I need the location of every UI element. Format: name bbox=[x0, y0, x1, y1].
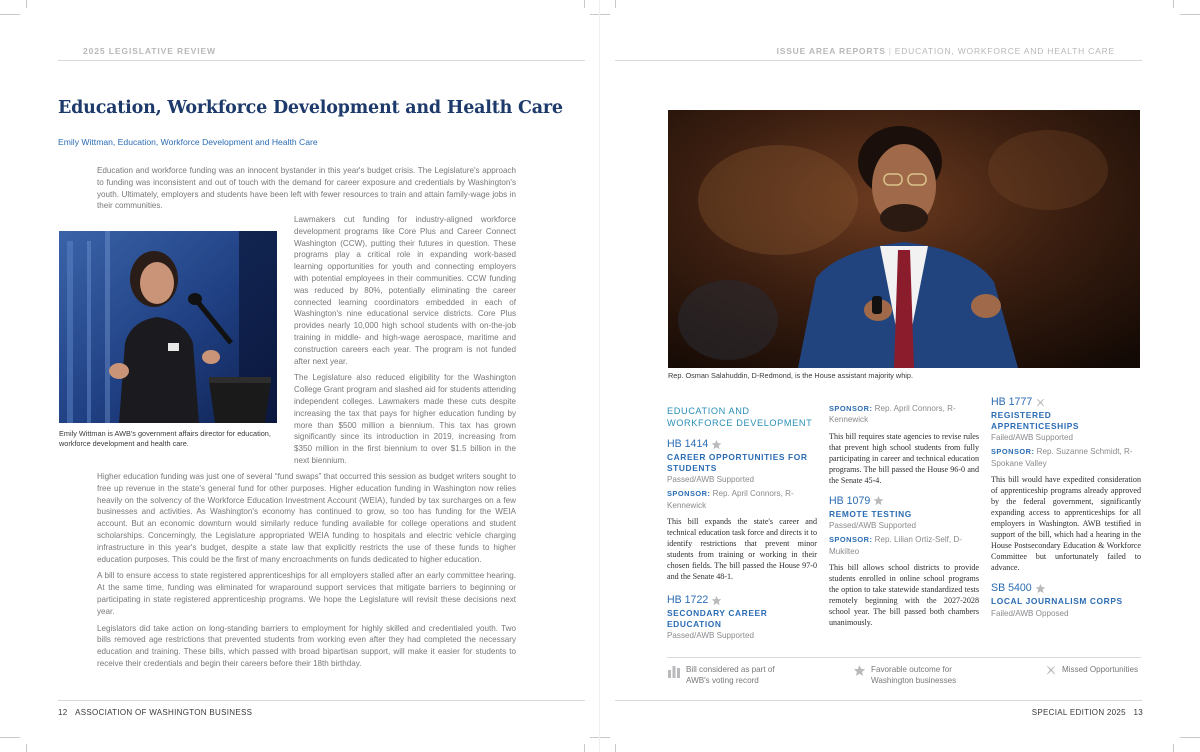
legend-missed-text: Missed Opportunities bbox=[1062, 665, 1139, 674]
sponsor-name: Rep. Lilian Ortiz-Self, D-Mukilteo bbox=[829, 535, 962, 556]
star-icon bbox=[711, 595, 722, 606]
bills-column-3 bbox=[991, 396, 1141, 619]
bill-hb1722-name: SECONDARY CAREER EDUCATION bbox=[667, 608, 768, 629]
legend-rule bbox=[667, 657, 1141, 658]
speaker-photo-illustration bbox=[59, 231, 277, 423]
sponsor-label: SPONSOR: bbox=[991, 447, 1035, 457]
bill-hb1414-description: This bill expands the state's career and technical education task force and directs it to identify restrictions that prevent minor students from training or working in their chosen fields. The bill passed the House 97-0 and the Senate 48-1. bbox=[667, 517, 817, 581]
bill-hb1777-status: Failed/AWB Supported bbox=[991, 433, 1074, 443]
crop-mark bbox=[584, 0, 585, 8]
running-header-left: 2025 LEGISLATIVE REVIEW bbox=[83, 46, 216, 56]
crop-mark bbox=[1173, 0, 1174, 8]
footer-rule-left bbox=[58, 700, 585, 701]
crop-mark bbox=[590, 14, 610, 15]
crop-mark bbox=[1180, 737, 1200, 738]
bill-number: SB 5400 bbox=[991, 582, 1032, 594]
intro-paragraph: Education and workforce funding was an innocent bystander in this year's budget crisis. The Legislature's approach to funding was inconsistent and out of touch with the demand for career exposure and credentials by Washington's youth. Ultimately, employers and students have been left with fewer resources to train and attain family-wage jobs in their communities. bbox=[97, 166, 516, 211]
legend-voting-record bbox=[667, 664, 817, 692]
paragraph-apprenticeships: A bill to ensure access to state registered apprenticeships for all employers stalled after an early committee hearing. At the same time, funding was eliminated for wraparound support services that mitigate barriers to beginning or participating in state registered apprenticeship programs. We hope the Legislature will revisit these decisions next year. bbox=[97, 571, 516, 616]
left-photo-caption: Emily Wittman is AWB's government affairs director for education, workforce development and health care. bbox=[59, 429, 271, 448]
crop-mark bbox=[1180, 14, 1200, 15]
bill-hb1414-number bbox=[667, 438, 817, 450]
photo-osman-salahuddin bbox=[668, 110, 1140, 368]
crop-mark bbox=[26, 0, 27, 8]
sponsor-label: SPONSOR: bbox=[829, 404, 873, 413]
bill-number: HB 1722 bbox=[667, 594, 709, 606]
bill-sb5400-name: LOCAL JOURNALISM CORPS bbox=[991, 596, 1123, 606]
bill-hb1777-description: This bill would have expedited consideration of apprenticeship programs already approved by the federal government, significantly expanding access to apprenticeships for all employers in Washington. AWB testified in support of the bill, which had a hearing in the House Postsecondary Education & Workforce Committee but unfortunately failed to advance. bbox=[991, 475, 1141, 572]
running-header-section: ISSUE AREA REPORTS bbox=[776, 46, 886, 56]
bill-number: HB 1414 bbox=[667, 438, 709, 450]
star-icon bbox=[873, 495, 884, 506]
page-title: Education, Workforce Development and Health Care bbox=[58, 98, 563, 118]
sponsor-label: SPONSOR: bbox=[829, 535, 873, 545]
legend-favorable bbox=[853, 664, 993, 692]
bill-hb1722-number bbox=[667, 594, 817, 606]
sponsor-label: SPONSOR: bbox=[667, 489, 711, 499]
legislator-photo-illustration bbox=[668, 110, 1140, 368]
bill-hb1079-status: Passed/AWB Supported bbox=[829, 521, 916, 531]
bill-hb1079-name: REMOTE TESTING bbox=[829, 508, 912, 519]
bill-hb1414-status: Passed/AWB Supported bbox=[667, 475, 754, 485]
paragraph-fund-swaps: Higher education funding was just one of several “fund swaps” that occurred this session as budget writers sought to free up revenue in the state's general fund for other purposes. Higher education funding in Washington now relies heavily on the solvency of the Workforce Education Investment Account (WEIA), funded by tax surcharges on a few businesses and activities. As Washington's economy has continued to grow, so too has funding for the WEIA account. But an economic downturn would similarly reduce funding available for college operations and student scholarships. Concerningly, the Legislature appropriated WEIA funding to hospitals and electric vehicle charging infrastructure in this year's budget, despite a state law that explicitly restricts the use of these funds to higher education purposes. This could be the first of many encroachments on funds dedicated to higher education. bbox=[97, 472, 516, 564]
bar-chart-icon bbox=[667, 664, 681, 678]
star-icon bbox=[711, 439, 722, 450]
bill-hb1722-description: This bill requires state agencies to revise rules that prevent high school students from fully participating in career and technical education programs. The bill passed the House 96-0 and the Senate 45-4. bbox=[829, 431, 979, 485]
crop-mark bbox=[615, 0, 616, 8]
bill-hb1777-number bbox=[991, 396, 1141, 408]
publication-name: ASSOCIATION OF WASHINGTON BUSINESS bbox=[75, 708, 253, 717]
running-header-right: ISSUE AREA REPORTS | EDUCATION, WORKFORCE AND HEALTH CARE bbox=[776, 46, 1115, 56]
bill-hb1414-name: CAREER OPPORTUNITIES FOR STUDENTS bbox=[667, 452, 808, 473]
running-header-topic: EDUCATION, WORKFORCE AND HEALTH CARE bbox=[894, 46, 1115, 56]
bill-sb5400-number bbox=[991, 582, 1141, 594]
bills-column-2 bbox=[829, 403, 979, 628]
bill-hb1777-name: REGISTERED APPRENTICESHIPS bbox=[991, 410, 1080, 431]
crop-mark bbox=[1173, 744, 1174, 752]
sponsor-name: Rep. April Connors, R-Kennewick bbox=[829, 404, 956, 425]
star-icon bbox=[1035, 583, 1046, 594]
bill-hb1722-sponsor bbox=[829, 403, 979, 426]
article-column-right bbox=[294, 214, 516, 472]
bill-hb1414-sponsor bbox=[667, 488, 817, 511]
bill-number: HB 1777 bbox=[991, 396, 1033, 408]
byline: Emily Wittman, Education, Workforce Development and Health Care bbox=[58, 137, 318, 147]
footer-left bbox=[58, 708, 252, 717]
crop-mark bbox=[0, 14, 20, 15]
bill-hb1079-description: This bill allows school districts to provide students enrolled in online school programs the option to take statewide standardized tests remotely beginning with the 2027-2028 school year. The bill passed both chambers unanimously. bbox=[829, 563, 979, 628]
article-lower bbox=[97, 471, 516, 675]
crop-mark bbox=[0, 737, 20, 738]
bill-hb1079-sponsor bbox=[829, 534, 979, 557]
legend-voting-record-text: Bill considered as part of AWB's voting record bbox=[686, 665, 775, 685]
x-icon bbox=[1035, 397, 1046, 408]
right-photo-caption: Rep. Osman Salahuddin, D-Redmond, is the House assistant majority whip. bbox=[668, 371, 913, 380]
header-rule-right bbox=[615, 60, 1142, 61]
sponsor-name: Rep. Suzanne Schmidt, R-Spokane Valley bbox=[991, 447, 1133, 468]
crop-mark bbox=[584, 744, 585, 752]
header-rule-left bbox=[58, 60, 585, 61]
edition-label: SPECIAL EDITION 2025 bbox=[1031, 708, 1126, 717]
crop-mark bbox=[590, 737, 610, 738]
bills-column-1 bbox=[667, 406, 817, 641]
page-number-right: 13 bbox=[1133, 708, 1143, 717]
footer-rule-right bbox=[615, 700, 1142, 701]
x-icon bbox=[1045, 664, 1057, 676]
star-icon bbox=[853, 664, 866, 677]
bill-sb5400-status: Failed/AWB Opposed bbox=[991, 608, 1069, 618]
paragraph-lawmakers: Lawmakers cut funding for industry-aligned workforce development programs like Core Plus and Career Connect Washington (CCW), putting their futures in question. These programs play a critical role in expanding work-based learning opportunities for youth and connecting employers with potential employees in their communities. CCW funding was reduced by 80%, potentially eliminating the career connected learning coordinators embedded in each of Washington's nine educational service districts. Core Plus provides nearly 10,000 high school students with on-the-job training in middle- and high-wage aerospace, maritime and construction careers each year. The program is not funded after next year. bbox=[294, 215, 516, 366]
bills-section-title: EDUCATION AND WORKFORCE DEVELOPMENT bbox=[667, 406, 813, 428]
footer-right bbox=[1032, 708, 1143, 717]
legend-favorable-text: Favorable outcome for Washington businesses bbox=[871, 665, 957, 685]
paragraph-barriers: Legislators did take action on long-standing barriers to employment for highly skilled and credentialed youth. Two bills removed age restrictions that prevented students from working even after they had completed the necessary education and training. These bills, which passed with broad bipartisan support, will make it easier for students to receive their credentials and begin their careers before their 18th birthday. bbox=[97, 623, 516, 668]
paragraph-eligibility: The Legislature also reduced eligibility for the Washington College Grant program and slashed aid for students attending independent colleges. Lawmakers made these cuts despite increasing the tax that pays for higher education funding by more than $500 million a biennium. This tax has grown significantly since its introduction in 2019, increasing from $350 million in the first biennium to over $1.5 billion in the next biennium. bbox=[294, 373, 516, 465]
bill-hb1079-number bbox=[829, 495, 979, 507]
legend-missed bbox=[1045, 664, 1145, 692]
bill-number: HB 1079 bbox=[829, 494, 871, 507]
photo-emily-wittman bbox=[59, 231, 277, 423]
bill-hb1722-status: Passed/AWB Supported bbox=[667, 631, 754, 641]
spread-gutter bbox=[599, 0, 600, 752]
crop-mark bbox=[615, 744, 616, 752]
sponsor-name: Rep. April Connors, R-Kennewick bbox=[667, 489, 794, 510]
bill-hb1777-sponsor bbox=[991, 446, 1141, 469]
crop-mark bbox=[26, 744, 27, 752]
page-number-left: 12 bbox=[58, 708, 68, 717]
